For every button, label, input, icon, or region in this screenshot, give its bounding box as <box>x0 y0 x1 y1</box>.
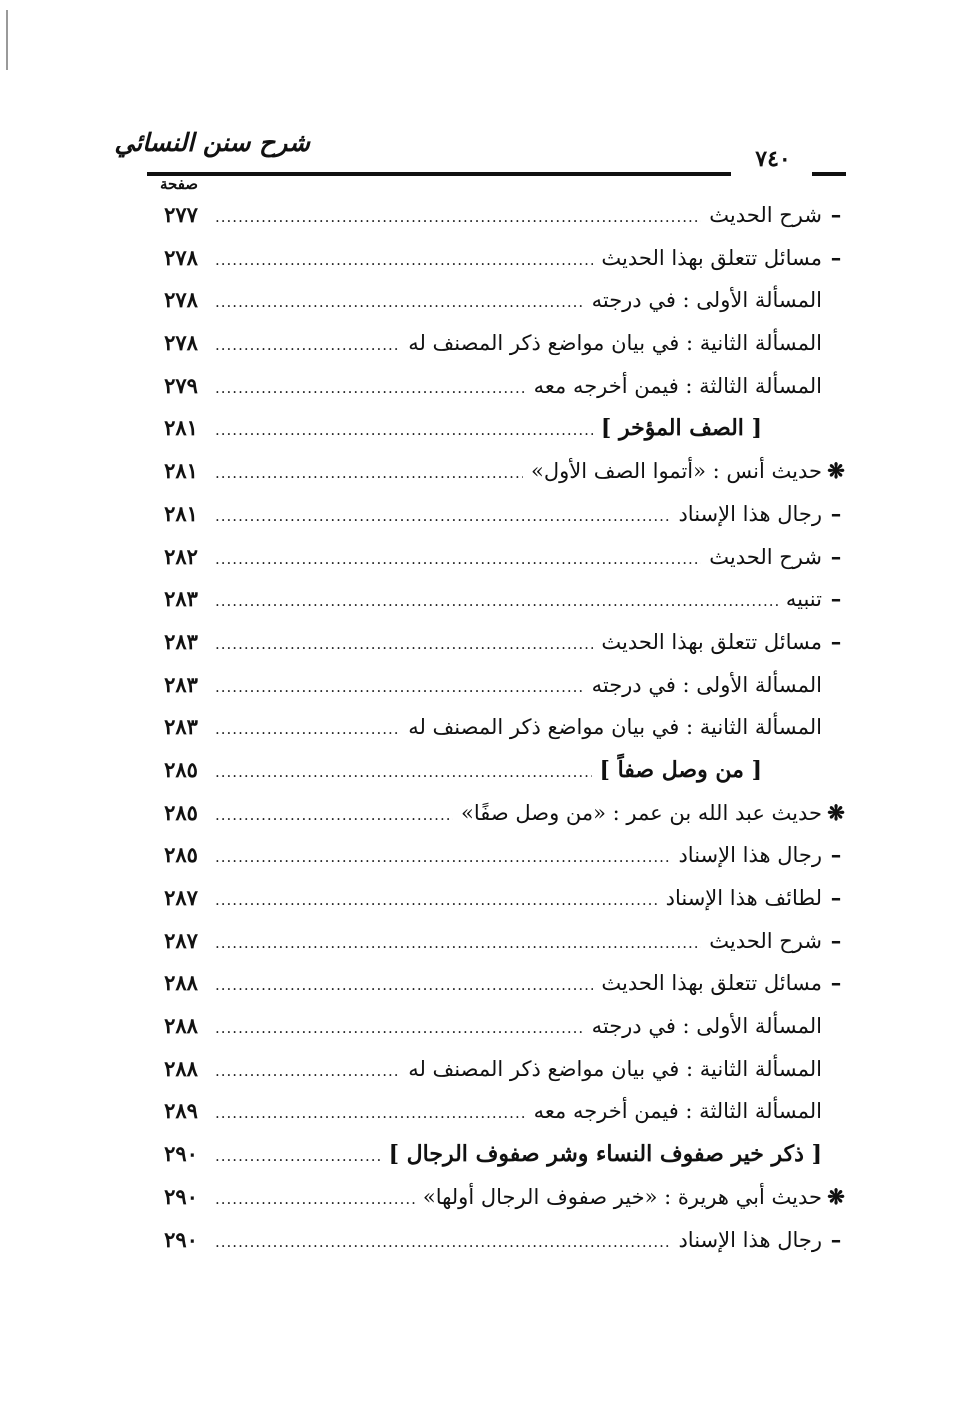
entry-title: المسألة الثالثة : فيمن أخرجه معه <box>533 373 822 398</box>
page-ref: ٢٩٠ <box>164 1141 198 1167</box>
entry-title: المسألة الثانية : في بيان مواضع ذكر المصنف له <box>408 1056 822 1081</box>
page-ref: ٢٨٥ <box>164 799 198 825</box>
page-ref: ٢٨٩ <box>164 1098 198 1124</box>
toc-entry <box>155 365 850 408</box>
star-bullet-icon: ❋ <box>827 799 845 825</box>
dot-leader <box>215 1178 415 1221</box>
dot-leader <box>215 1007 584 1050</box>
dot-leader <box>215 708 400 751</box>
entry-title: مسائل تتعلق بهذا الحديث <box>601 629 822 654</box>
page-ref: ٢٧٨ <box>164 244 198 270</box>
page-number: ٧٤٠ <box>755 146 791 172</box>
dash-marker: – <box>830 202 842 227</box>
table-of-contents <box>155 194 850 1261</box>
dot-leader <box>215 580 778 623</box>
dot-leader <box>215 1050 400 1093</box>
toc-entry <box>155 536 850 579</box>
entry-title: رجال هذا الإسناد <box>678 501 822 526</box>
header-rule-short <box>812 172 846 176</box>
dash-marker: – <box>830 543 842 569</box>
entry-title: مسائل تتعلق بهذا الحديث <box>601 971 822 996</box>
page-ref: ٢٧٧ <box>164 202 198 227</box>
toc-entry <box>155 1090 850 1133</box>
toc-entry <box>155 962 850 1005</box>
dot-leader <box>215 964 593 1007</box>
dash-marker: – <box>830 927 842 953</box>
dot-leader <box>215 1092 526 1135</box>
dot-leader <box>215 452 523 495</box>
dash-marker: – <box>830 970 842 996</box>
entry-title: تنبيه <box>785 587 822 612</box>
dot-leader <box>215 836 670 879</box>
entry-title: حديث أنس : «أتموا الصف الأول» <box>531 459 822 484</box>
entry-title: المسألة الثانية : في بيان مواضع ذكر المصنف له <box>408 715 822 740</box>
toc-entry <box>155 279 850 322</box>
page-ref: ٢٨٨ <box>164 970 198 996</box>
dot-leader <box>215 281 584 324</box>
section-heading: [ ذكر خير صفوف النساء وشر صفوف الرجال ] <box>388 1141 822 1168</box>
page-ref: ٢٨٢ <box>164 543 198 569</box>
dash-marker: – <box>830 885 842 910</box>
dash-marker: – <box>830 1226 842 1252</box>
page-ref: ٢٨١ <box>164 458 198 484</box>
toc-entry <box>155 792 850 835</box>
toc-entry <box>155 1005 850 1048</box>
entry-title: المسألة الثانية : في بيان مواضع ذكر المصنف له <box>408 331 822 356</box>
entry-title: رجال هذا الإسناد <box>678 1227 822 1252</box>
page-ref: ٢٧٨ <box>164 330 198 356</box>
dot-leader <box>215 324 400 367</box>
dot-leader <box>215 1135 381 1178</box>
entry-title: مسائل تتعلق بهذا الحديث <box>601 245 822 270</box>
entry-title: حديث عبد الله بن عمر : «من وصل صفًا» <box>460 800 822 825</box>
dot-leader <box>215 751 592 794</box>
section-heading: [ من وصل صفاً ] <box>599 756 762 783</box>
dot-leader <box>215 367 526 410</box>
book-title: شرح سنن النسائي <box>114 128 310 157</box>
toc-entry <box>155 1176 850 1219</box>
toc-entry <box>155 1219 850 1262</box>
dot-leader <box>215 666 584 709</box>
dot-leader <box>215 1221 670 1264</box>
page-ref: ٢٨٥ <box>164 756 198 782</box>
page-ref: ٢٨٧ <box>164 885 198 910</box>
toc-entry <box>155 1048 850 1091</box>
toc-entry <box>155 322 850 365</box>
dot-leader <box>215 495 670 538</box>
entry-title: شرح الحديث <box>709 203 822 227</box>
star-bullet-icon: ❋ <box>827 458 845 484</box>
dash-marker: – <box>830 586 842 612</box>
dot-leader <box>215 538 701 581</box>
toc-entry <box>155 877 850 920</box>
toc-entry <box>155 706 850 749</box>
page-ref: ٢٨٣ <box>164 671 198 697</box>
entry-title: المسألة الأولى : في درجته <box>591 672 822 697</box>
dash-marker: – <box>830 244 842 270</box>
page-column-label: صفحة <box>159 175 199 193</box>
toc-entry <box>155 407 850 450</box>
toc-entry <box>155 749 850 792</box>
page-ref: ٢٩٠ <box>164 1183 198 1209</box>
star-bullet-icon: ❋ <box>827 1183 845 1209</box>
page-header <box>0 0 979 200</box>
page-ref: ٢٨١ <box>164 500 198 526</box>
entry-title: شرح الحديث <box>709 544 822 569</box>
toc-entry <box>155 664 850 707</box>
dot-leader <box>215 196 701 239</box>
dot-leader <box>215 922 701 965</box>
entry-title: شرح الحديث <box>709 928 822 953</box>
dash-marker: – <box>830 842 842 868</box>
page-ref: ٢٧٩ <box>164 372 198 398</box>
entry-title: حديث أبي هريرة : «خير صفوف الرجال أولها» <box>422 1184 822 1209</box>
page-ref: ٢٨٨ <box>164 1013 198 1039</box>
toc-entry <box>155 450 850 493</box>
dot-leader <box>215 623 593 666</box>
toc-entry <box>155 834 850 877</box>
page-ref: ٢٨٣ <box>164 628 198 654</box>
dot-leader <box>215 409 593 452</box>
page-ref: ٢٨٣ <box>164 586 198 612</box>
toc-entry <box>155 493 850 536</box>
page-ref: ٢٨٨ <box>164 1055 198 1081</box>
section-heading: [ الصف المؤخر ] <box>600 415 762 442</box>
dot-leader <box>215 239 593 282</box>
entry-title: رجال هذا الإسناد <box>678 843 822 868</box>
dot-leader <box>215 794 453 837</box>
page-ref: ٢٨١ <box>164 415 198 441</box>
dash-marker: – <box>830 500 842 526</box>
page-ref: ٢٨٧ <box>164 927 198 953</box>
page-ref: ٢٨٣ <box>164 714 198 740</box>
page-ref: ٢٩٠ <box>164 1226 198 1252</box>
toc-entry <box>155 920 850 963</box>
dash-marker: – <box>830 628 842 654</box>
entry-title: المسألة الثالثة : فيمن أخرجه معه <box>533 1099 822 1124</box>
page-ref: ٢٧٨ <box>164 287 198 313</box>
dot-leader <box>215 879 658 922</box>
entry-title: المسألة الأولى : في درجته <box>591 1014 822 1039</box>
entry-title: لطائف هذا الإسناد <box>665 886 822 910</box>
page-ref: ٢٨٥ <box>164 842 198 868</box>
toc-entry <box>155 578 850 621</box>
toc-entry <box>155 1133 850 1176</box>
entry-title: المسألة الأولى : في درجته <box>591 288 822 313</box>
toc-entry <box>155 194 850 237</box>
header-rule <box>147 172 731 176</box>
toc-entry <box>155 621 850 664</box>
toc-entry <box>155 237 850 280</box>
